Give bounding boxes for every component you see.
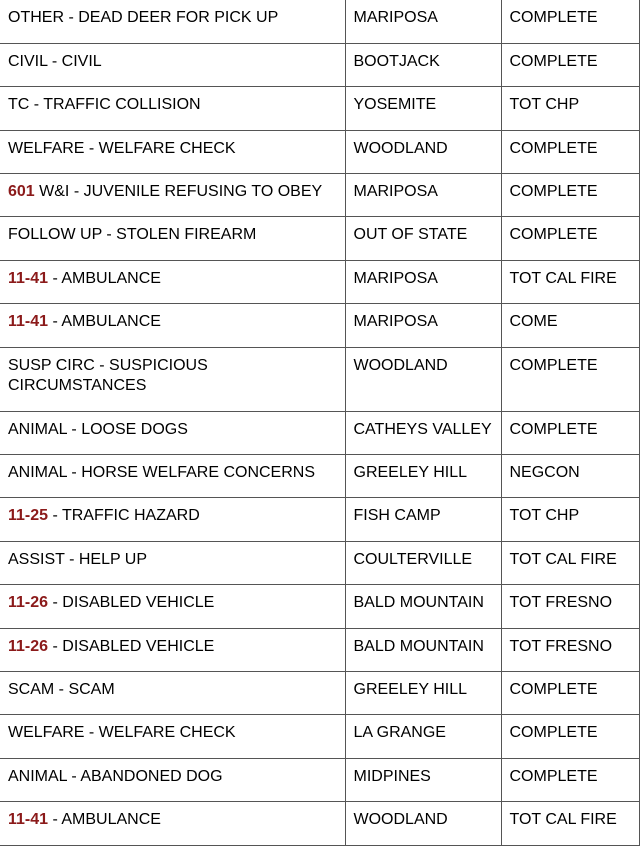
incident-code: 11-41 bbox=[8, 269, 49, 287]
table-row bbox=[0, 411, 639, 454]
status-cell: COMPLETE bbox=[501, 130, 639, 173]
status-cell: COMPLETE bbox=[501, 671, 639, 714]
incident-code: 601 bbox=[8, 183, 35, 201]
location-cell: BALD MOUNTAIN bbox=[345, 585, 501, 628]
status-cell: COMPLETE bbox=[501, 715, 639, 758]
incident-code: 11-25 bbox=[8, 507, 49, 525]
incident-cell bbox=[0, 585, 345, 628]
table-row bbox=[0, 304, 639, 347]
incident-cell bbox=[0, 715, 345, 758]
status-cell: COMPLETE bbox=[501, 217, 639, 260]
location-cell: FISH CAMP bbox=[345, 498, 501, 541]
incident-cell bbox=[0, 87, 345, 130]
location-cell: GREELEY HILL bbox=[345, 455, 501, 498]
table-row bbox=[0, 260, 639, 303]
status-cell: NEGCON bbox=[501, 455, 639, 498]
incident-description: OTHER - DEAD DEER FOR PICK UP bbox=[8, 9, 279, 26]
status-cell: COMPLETE bbox=[501, 43, 639, 86]
incident-cell bbox=[0, 541, 345, 584]
incident-code: 11-26 bbox=[8, 637, 49, 655]
table-row bbox=[0, 498, 639, 541]
incident-code: 11-41 bbox=[8, 811, 49, 829]
location-cell: MARIPOSA bbox=[345, 0, 501, 43]
location-cell: MARIPOSA bbox=[345, 260, 501, 303]
status-cell: TOT FRESNO bbox=[501, 585, 639, 628]
table-row bbox=[0, 758, 639, 801]
location-cell: MARIPOSA bbox=[345, 304, 501, 347]
status-cell: COME bbox=[501, 304, 639, 347]
incident-cell bbox=[0, 130, 345, 173]
location-cell: YOSEMITE bbox=[345, 87, 501, 130]
incident-cell bbox=[0, 498, 345, 541]
table-row bbox=[0, 585, 639, 628]
incident-cell bbox=[0, 174, 345, 217]
incident-description: ANIMAL - LOOSE DOGS bbox=[8, 420, 188, 438]
incident-cell bbox=[0, 671, 345, 714]
location-cell: LA GRANGE bbox=[345, 715, 501, 758]
status-cell: COMPLETE bbox=[501, 0, 639, 43]
location-cell: MARIPOSA bbox=[345, 174, 501, 217]
status-cell: TOT CHP bbox=[501, 87, 639, 130]
incident-description: - AMBULANCE bbox=[48, 313, 161, 331]
incident-cell bbox=[0, 628, 345, 671]
incident-description: ANIMAL - HORSE WELFARE CONCERNS bbox=[8, 464, 316, 482]
incident-cell bbox=[0, 260, 345, 303]
incident-description: ASSIST - HELP UP bbox=[8, 550, 148, 568]
incident-description: - AMBULANCE bbox=[48, 269, 161, 287]
incident-description: - AMBULANCE bbox=[48, 811, 161, 829]
table-row bbox=[0, 347, 639, 411]
location-cell: OUT OF STATE bbox=[345, 217, 501, 260]
incident-description: - TRAFFIC HAZARD bbox=[48, 507, 200, 525]
location-cell: COULTERVILLE bbox=[345, 541, 501, 584]
incident-description: SUSP CIRC - SUSPICIOUS CIRCUMSTANCES bbox=[8, 356, 213, 394]
incident-code: 11-41 bbox=[8, 313, 49, 331]
table-row bbox=[0, 174, 639, 217]
table-row bbox=[0, 802, 639, 845]
incident-cell bbox=[0, 455, 345, 498]
table-row bbox=[0, 0, 639, 43]
status-cell: TOT CHP bbox=[501, 498, 639, 541]
incident-description: - DISABLED VEHICLE bbox=[48, 594, 215, 612]
incident-cell bbox=[0, 217, 345, 260]
incident-description: W&I - JUVENILE REFUSING TO OBEY bbox=[34, 183, 323, 201]
table-row bbox=[0, 628, 639, 671]
location-cell: BOOTJACK bbox=[345, 43, 501, 86]
status-cell: TOT FRESNO bbox=[501, 628, 639, 671]
table-row bbox=[0, 541, 639, 584]
incident-cell bbox=[0, 347, 345, 411]
table-row bbox=[0, 130, 639, 173]
status-cell: COMPLETE bbox=[501, 347, 639, 411]
incident-description: WELFARE - WELFARE CHECK bbox=[8, 139, 236, 157]
location-cell: GREELEY HILL bbox=[345, 671, 501, 714]
table-row bbox=[0, 455, 639, 498]
incident-description: FOLLOW UP - STOLEN FIREARM bbox=[8, 226, 257, 244]
table-row bbox=[0, 217, 639, 260]
incident-description: TC - TRAFFIC COLLISION bbox=[8, 96, 201, 114]
incident-cell bbox=[0, 304, 345, 347]
table-row bbox=[0, 715, 639, 758]
location-cell: WOODLAND bbox=[345, 802, 501, 845]
status-cell: TOT CAL FIRE bbox=[501, 260, 639, 303]
incident-cell bbox=[0, 758, 345, 801]
incident-description: CIVIL - CIVIL bbox=[8, 52, 102, 70]
location-cell: BALD MOUNTAIN bbox=[345, 628, 501, 671]
incident-description: WELFARE - WELFARE CHECK bbox=[8, 724, 236, 742]
table-row bbox=[0, 671, 639, 714]
status-cell: TOT CAL FIRE bbox=[501, 802, 639, 845]
table-row bbox=[0, 87, 639, 130]
incident-code: 11-26 bbox=[8, 594, 49, 612]
table-row bbox=[0, 43, 639, 86]
status-cell: TOT CAL FIRE bbox=[501, 541, 639, 584]
location-cell: CATHEYS VALLEY bbox=[345, 411, 501, 454]
location-cell: WOODLAND bbox=[345, 130, 501, 173]
incident-cell bbox=[0, 411, 345, 454]
status-cell: COMPLETE bbox=[501, 758, 639, 801]
incident-description: SCAM - SCAM bbox=[8, 680, 115, 698]
incident-description: - DISABLED VEHICLE bbox=[48, 637, 215, 655]
incident-cell bbox=[0, 0, 345, 43]
location-cell: MIDPINES bbox=[345, 758, 501, 801]
status-cell: COMPLETE bbox=[501, 174, 639, 217]
incident-cell bbox=[0, 802, 345, 845]
incident-cell bbox=[0, 43, 345, 86]
incident-description: ANIMAL - ABANDONED DOG bbox=[8, 767, 223, 785]
location-cell: WOODLAND bbox=[345, 347, 501, 411]
status-cell: COMPLETE bbox=[501, 411, 639, 454]
